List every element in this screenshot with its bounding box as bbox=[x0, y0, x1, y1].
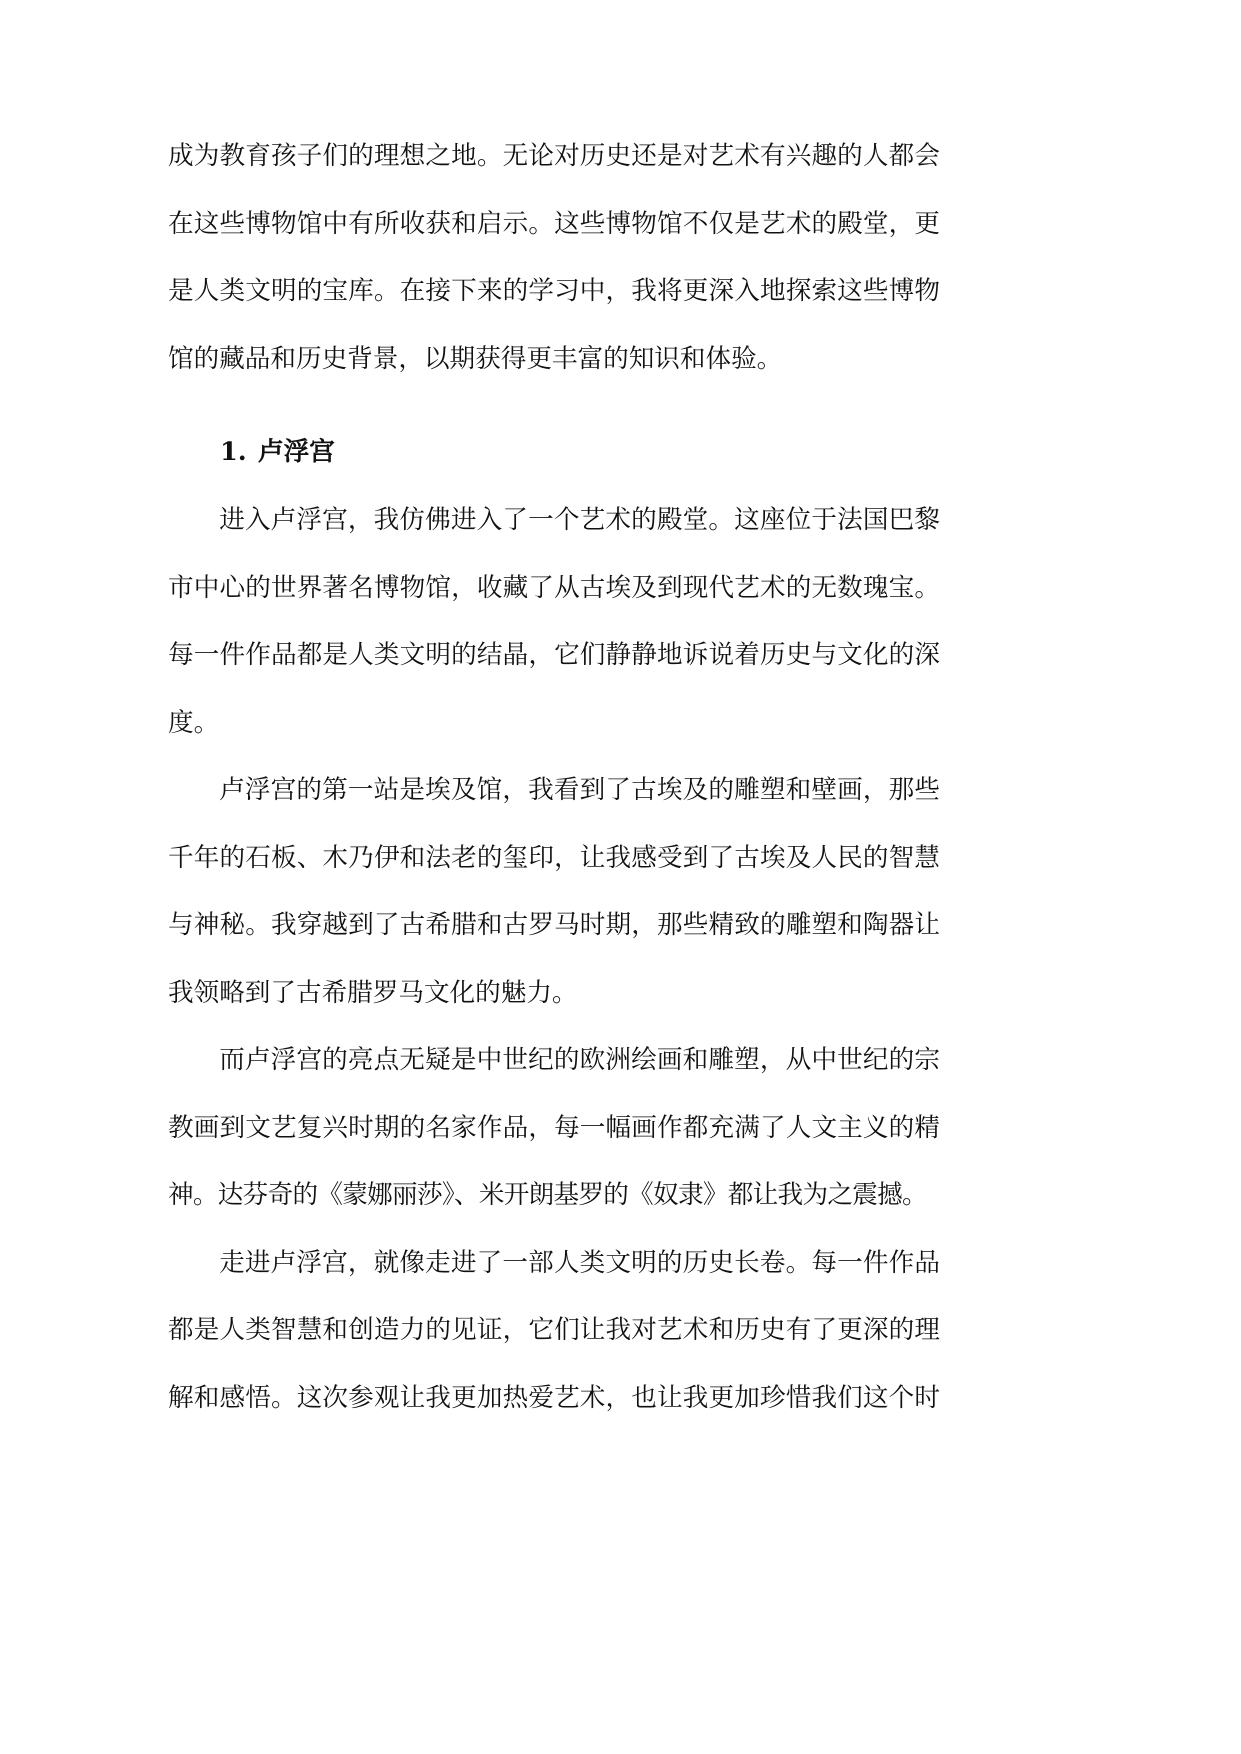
section-heading bbox=[168, 418, 940, 487]
paragraph bbox=[168, 757, 940, 1027]
paragraph-line: 神。达芬奇的《蒙娜丽莎》、米开朗基罗的《奴隶》都让我为之震撼。 bbox=[168, 1180, 927, 1210]
section-number: 1. bbox=[220, 437, 247, 467]
paragraph-line: 度。 bbox=[168, 707, 220, 738]
paragraph-line: 卢浮宫的第一站是埃及馆，我看到了古埃及的雕塑和壁画，那些 bbox=[219, 775, 940, 805]
paragraph-line: 都是人类智慧和创造力的见证，它们让我对艺术和历史有了更深的理 bbox=[168, 1315, 940, 1345]
paragraph bbox=[168, 1027, 940, 1230]
section-title: 卢浮宫 bbox=[258, 437, 335, 467]
paragraph-line: 千年的石板、木乃伊和法老的玺印，让我感受到了古埃及人民的智慧 bbox=[168, 842, 940, 873]
paragraph-line: 在这些博物馆中有所收获和启示。这些博物馆不仅是艺术的殿堂，更 bbox=[168, 208, 940, 239]
document-body bbox=[168, 123, 940, 1432]
paragraph-line: 成为教育孩子们的理想之地。无论对历史还是对艺术有兴趣的人都会 bbox=[168, 141, 940, 171]
paragraph bbox=[168, 487, 940, 757]
paragraph-line: 进入卢浮宫，我仿佛进入了一个艺术的殿堂。这座位于法国巴黎 bbox=[219, 505, 940, 535]
paragraph-line: 教画到文艺复兴时期的名家作品，每一幅画作都充满了人文主义的精 bbox=[168, 1112, 940, 1143]
paragraph-line: 解和感悟。这次参观让我更加热爱艺术，也让我更加珍惜我们这个时 bbox=[168, 1382, 940, 1413]
paragraph-line: 市中心的世界著名博物馆，收藏了从古埃及到现代艺术的无数瑰宝。 bbox=[168, 572, 940, 603]
paragraph-line: 每一件作品都是人类文明的结晶，它们静静地诉说着历史与文化的深 bbox=[168, 640, 940, 670]
paragraph-line: 馆的藏品和历史背景，以期获得更丰富的知识和体验。 bbox=[168, 343, 783, 374]
paragraph bbox=[168, 1230, 940, 1433]
intro-paragraph bbox=[168, 123, 940, 393]
paragraph-line: 与神秘。我穿越到了古希腊和古罗马时期，那些精致的雕塑和陶器让 bbox=[168, 910, 940, 940]
paragraph-line: 我领略到了古希腊罗马文化的魅力。 bbox=[168, 977, 578, 1008]
paragraph-line: 是人类文明的宝库。在接下来的学习中，我将更深入地探索这些博物 bbox=[168, 276, 940, 306]
paragraph-line: 而卢浮宫的亮点无疑是中世纪的欧洲绘画和雕塑，从中世纪的宗 bbox=[219, 1045, 940, 1075]
paragraph-line: 走进卢浮宫，就像走进了一部人类文明的历史长卷。每一件作品 bbox=[219, 1247, 940, 1278]
